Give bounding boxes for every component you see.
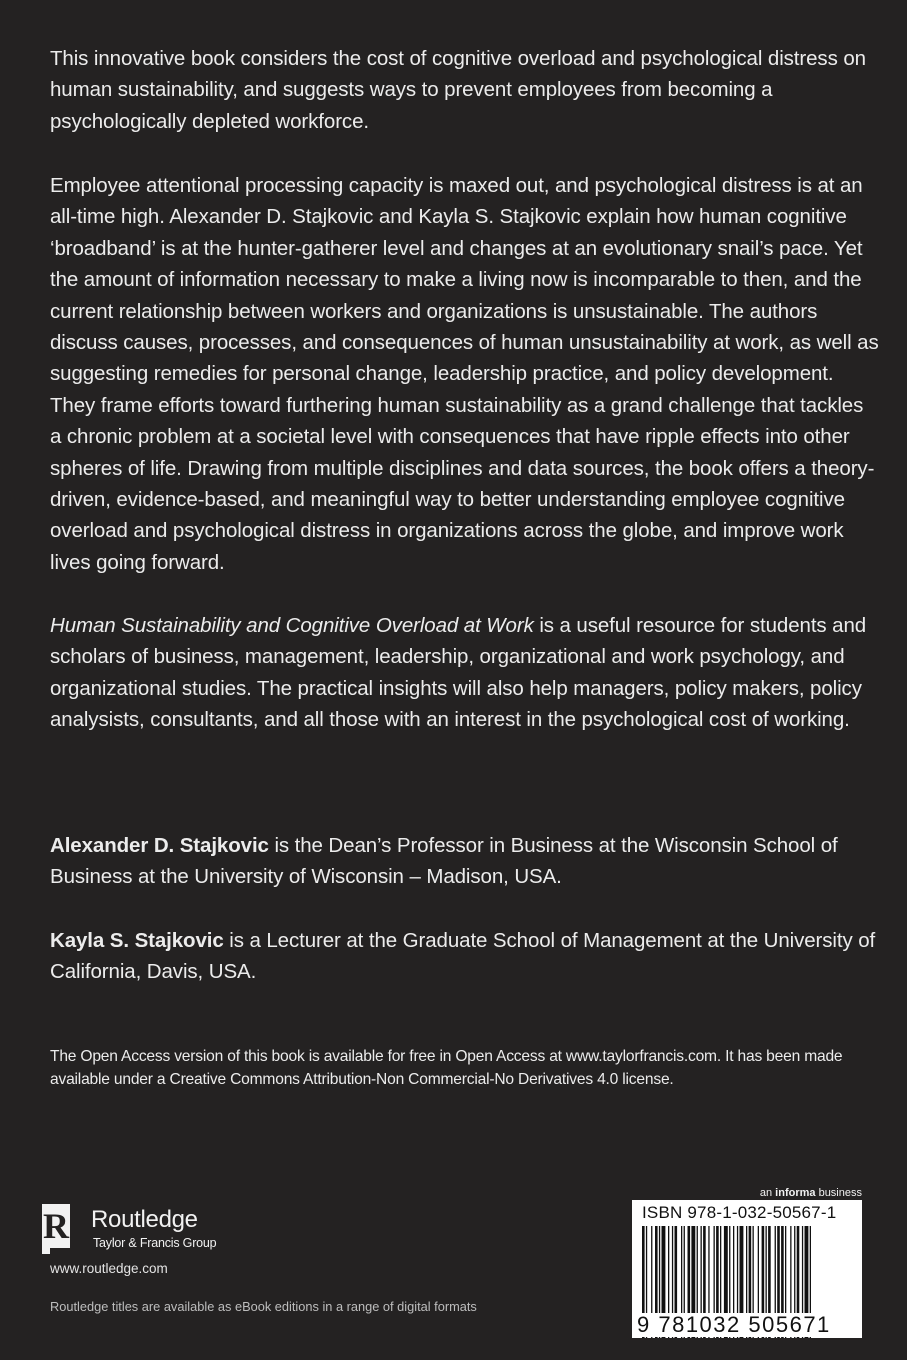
informa-tagline (760, 1186, 862, 1200)
routledge-logo-icon (38, 1200, 84, 1258)
author-bio-2 (50, 925, 880, 988)
description-paragraph-3 (50, 610, 880, 736)
barcode-digits: 9 781032 505671 (637, 1312, 831, 1337)
open-access-notice: The Open Access version of this book is available for free in Open Access at www.taylorfrancis.com. It has been made available under a Creative Commons Attribution-Non Commercial-No Derivatives 4.0 license. (50, 1048, 843, 1088)
author-name-2: Kayla S. Stajkovic (50, 929, 224, 952)
author-name-1: Alexander D. Stajkovic (50, 834, 269, 857)
informa-brand: informa (775, 1187, 816, 1199)
publisher-name: Routledge (91, 1206, 198, 1233)
routledge-logo (38, 1200, 238, 1260)
informa-prefix: an (759, 1187, 776, 1199)
informa-suffix: business (815, 1187, 862, 1199)
description-paragraph-1: This innovative book considers the cost of cognitive overload and psychological distress on human sustainability, and suggests ways to prevent employees from becoming a psychologically depleted workforce. (50, 47, 866, 133)
publisher-url[interactable]: www.routledge.com (50, 1261, 168, 1276)
author-bio-text-2: is a Lecturer at the Graduate School of Management at the University of California, Davis, USA. (50, 929, 876, 984)
ebook-note: Routledge titles are available as eBook editions in a range of digital formats (50, 1299, 477, 1314)
isbn-barcode (632, 1200, 862, 1338)
author-bio-1 (50, 830, 880, 893)
description-paragraph-2: Employee attentional processing capacity is maxed out, and psychological distress is at an all-time high. Alexander D. Stajkovic and Kayla S. Stajkovic explain how human cognitive ‘broadband’ is at the hunter-gatherer level and changes at an evolutionary snail’s pace. Yet the amount of information necessary to make a living now is incomparable to then, and the current relationship between workers and organizations is unsustainable. The authors discuss causes, processes, and consequences of human unsustainability at work, as well as suggesting remedies for personal change, leadership practice, and policy development. They frame efforts toward furthering human sustainability as a grand challenge that tackles a chronic problem at a societal level with consequences that have ripple effects into other spheres of life. Drawing from multiple disciplines and data sources, the book offers a theory-driven, evidence-based, and meaningful way to better understanding employee cognitive overload and psychological distress in organizations across the globe, and improve work lives going forward. (50, 174, 879, 574)
publisher-group: Taylor & Francis Group (93, 1236, 217, 1250)
isbn-label: ISBN 978-1-032-50567-1 (642, 1203, 837, 1222)
book-title: Human Sustainability and Cognitive Overload at Work (50, 614, 534, 637)
logo-letter: R (43, 1206, 69, 1246)
author-bio-text-1: is the Dean’s Professor in Business at the Wisconsin School of Business at the University of Wisconsin – Madison, USA. (50, 834, 838, 889)
paragraph-3-text: is a useful resource for students and scholars of business, management, leadership, organizational and work psychology, and organizational studies. The practical insights will also help managers, policy makers, policy analysists, consultants, and all those with an interest in the psychological cost of working. (50, 614, 867, 732)
